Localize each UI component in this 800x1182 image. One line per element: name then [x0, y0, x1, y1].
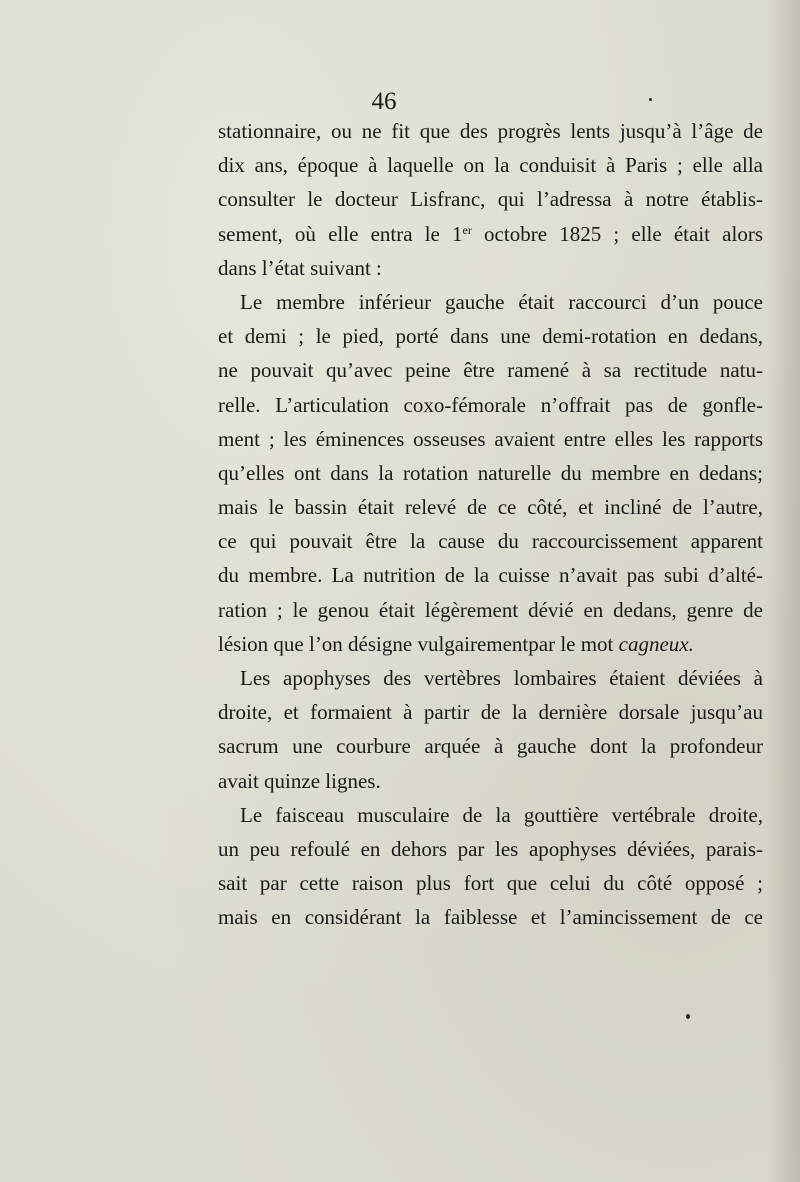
page-number: 46 — [371, 88, 397, 115]
text-segment: sement, où elle entra le — [218, 221, 453, 246]
ordinal-superscript: er — [462, 222, 472, 237]
text-line: ration ; le genou était légèrement dévié en dedans, genre de — [218, 597, 763, 622]
text-line: dix ans, époque à laquelle on la conduisit à Paris ; elle alla — [218, 153, 763, 178]
text-line: avait quinze lignes. — [218, 768, 381, 793]
text-line: Le membre inférieur gauche était raccourci d’un pouce — [240, 289, 763, 314]
text-line: un peu refoulé en dehors par les apophyses déviées, parais- — [218, 836, 763, 861]
ordinal-number: 1 — [452, 221, 463, 246]
text-line: ment ; les éminences osseuses avaient entre elles les rapports — [218, 426, 763, 451]
text-segment: lésion que l’on désigne vulgairementpar le mot — [218, 631, 619, 656]
text-line: dans l’état suivant : — [218, 255, 382, 280]
text-line: Les apophyses des vertèbres lombaires étaient déviées à — [240, 666, 763, 690]
text-line: ce qui pouvait être la cause du raccourcissement apparent — [218, 529, 763, 554]
text-segment: octobre 1825 ; elle était alors — [471, 221, 763, 246]
text-line: ne pouvait qu’avec peine être ramené à sa rectitude natu- — [218, 358, 763, 383]
body-text — [218, 114, 763, 935]
text-line: qu’elles ont dans la rotation naturelle du membre en dedans; — [218, 460, 763, 485]
text-line: et demi ; le pied, porté dans une demi-rotation en dedans, — [218, 324, 763, 349]
text-line: sait par cette raison plus fort que celui du côté opposé ; — [218, 871, 763, 896]
text-line: droite, et formaient à partir de la dernière dorsale jusqu’au — [218, 700, 763, 725]
page-edge-shadow — [766, 0, 800, 1182]
text-line: sacrum une courbure arquée à gauche dont la profondeur — [218, 734, 763, 759]
text-line: consulter le docteur Lisfranc, qui l’adressa à notre établis- — [218, 187, 763, 212]
ink-speck — [686, 1014, 690, 1019]
text-line: Le faisceau musculaire de la gouttière vertébrale droite, — [240, 802, 763, 827]
text-line — [218, 217, 763, 251]
text-line: mais en considérant la faiblesse et l’amincissement de ce — [218, 905, 763, 930]
text-line: mais le bassin était relevé de ce côté, et incliné de l’autre, — [218, 495, 763, 520]
text-line — [218, 627, 763, 661]
ink-speck — [649, 98, 652, 101]
text-line: relle. L’articulation coxo-fémorale n’offrait pas de gonfle- — [218, 392, 763, 417]
text-line: stationnaire, ou ne fit que des progrès lents jusqu’à l’âge de — [218, 119, 763, 143]
italic-term: cagneux. — [618, 631, 694, 656]
text-line: du membre. La nutrition de la cuisse n’avait pas subi d’alté- — [218, 563, 763, 588]
